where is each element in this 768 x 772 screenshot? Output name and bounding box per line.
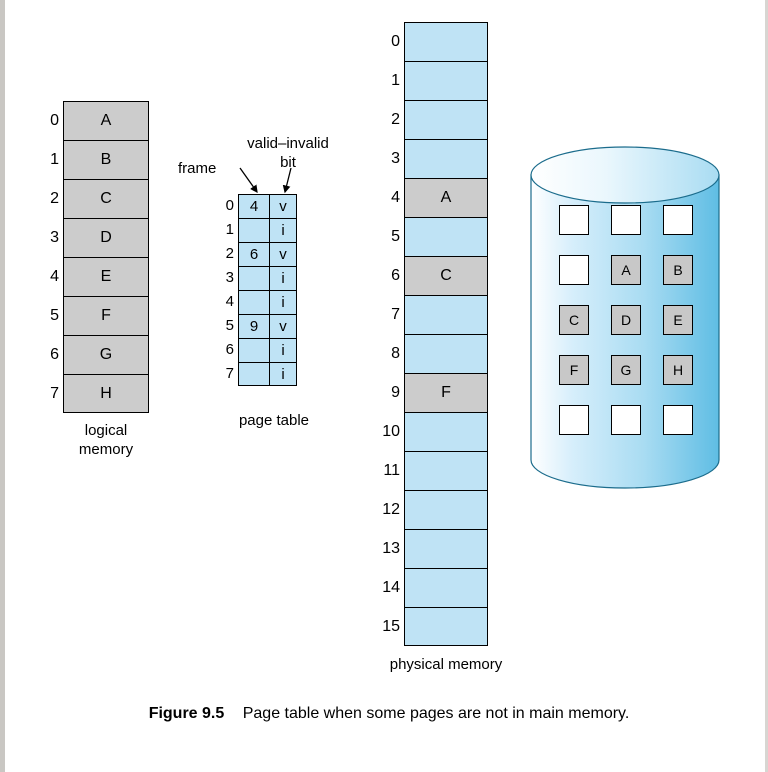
table-row	[50, 374, 149, 413]
disk-block: F	[559, 355, 589, 385]
disk-block-grid	[559, 205, 693, 455]
physical-memory-cell	[404, 529, 488, 568]
valid-invalid-label-line2: bit	[280, 154, 296, 171]
logical-memory-cell: A	[63, 101, 149, 140]
page-table-frame-cell: 9	[238, 314, 270, 338]
table-row	[391, 373, 488, 412]
physical-memory-cell	[404, 451, 488, 490]
physical-memory-index: 14	[382, 579, 400, 596]
page-table-valid-cell: i	[269, 362, 297, 386]
disk-block: B	[663, 255, 693, 285]
logical-memory-caption-line1: logical	[84, 422, 128, 439]
page-table-valid-cell: i	[269, 338, 297, 362]
disk-block	[559, 405, 589, 435]
physical-memory-cell	[404, 139, 488, 178]
physical-memory-index: 3	[391, 150, 400, 167]
logical-memory-caption-line2: memory	[78, 441, 134, 458]
physical-memory-cell: C	[404, 256, 488, 295]
page-table-frame-cell: 6	[238, 242, 270, 266]
figure-caption-label: Figure 9.5	[148, 705, 225, 722]
physical-memory-index: 10	[382, 423, 400, 440]
table-row	[50, 101, 149, 140]
page-table-valid-cell: v	[269, 194, 297, 218]
logical-memory-cell: D	[63, 218, 149, 257]
disk-block	[559, 205, 589, 235]
physical-memory-index: 0	[391, 33, 400, 50]
page-table-frame-cell	[238, 266, 270, 290]
page-table-index: 7	[225, 365, 234, 382]
page-table-index: 2	[225, 245, 234, 262]
table-row	[382, 607, 488, 646]
figure-caption	[5, 705, 768, 723]
logical-memory-cell: B	[63, 140, 149, 179]
disk-row	[559, 405, 693, 435]
disk-block	[611, 205, 641, 235]
physical-memory-index: 1	[391, 72, 400, 89]
physical-memory-index: 6	[391, 267, 400, 284]
table-row	[391, 22, 488, 61]
physical-memory-index: 9	[391, 384, 400, 401]
table-row	[50, 296, 149, 335]
physical-memory-cell	[404, 334, 488, 373]
logical-memory-cell: H	[63, 374, 149, 413]
physical-memory-cell	[404, 22, 488, 61]
table-row	[391, 61, 488, 100]
table-row	[50, 257, 149, 296]
disk-block: A	[611, 255, 641, 285]
page-table-index: 0	[225, 197, 234, 214]
page-table-index: 6	[225, 341, 234, 358]
logical-memory-caption	[63, 421, 149, 459]
physical-memory-cell	[404, 295, 488, 334]
physical-memory-index: 12	[382, 501, 400, 518]
page-table-frame-cell	[238, 338, 270, 362]
table-row	[391, 256, 488, 295]
page-table-valid-cell: i	[269, 218, 297, 242]
physical-memory-caption: physical memory	[389, 656, 503, 673]
table-row	[391, 334, 488, 373]
disk-block	[663, 205, 693, 235]
page-table-index: 4	[225, 293, 234, 310]
logical-memory-index: 3	[50, 229, 59, 246]
table-row	[50, 218, 149, 257]
table-row	[391, 100, 488, 139]
physical-memory-cell: A	[404, 178, 488, 217]
logical-memory-index: 5	[50, 307, 59, 324]
disk-row	[559, 305, 693, 335]
disk-row	[559, 205, 693, 235]
disk-block	[559, 255, 589, 285]
logical-memory-index: 7	[50, 385, 59, 402]
disk-row	[559, 255, 693, 285]
table-row	[391, 139, 488, 178]
valid-invalid-label-line1: valid–invalid	[247, 135, 329, 152]
logical-memory-cell: G	[63, 335, 149, 374]
table-row	[391, 295, 488, 334]
disk-block: D	[611, 305, 641, 335]
logical-memory-index: 1	[50, 151, 59, 168]
physical-memory-cell	[404, 412, 488, 451]
physical-memory-index: 11	[383, 462, 400, 479]
logical-memory-index: 6	[50, 346, 59, 363]
disk-block: G	[611, 355, 641, 385]
disk-block: C	[559, 305, 589, 335]
physical-memory-cell	[404, 568, 488, 607]
physical-memory-cell	[404, 61, 488, 100]
page-table-frame-cell: 4	[238, 194, 270, 218]
table-row	[382, 529, 488, 568]
page-table-valid-cell: i	[269, 290, 297, 314]
page-table-frame-cell	[238, 218, 270, 242]
logical-memory-index: 0	[50, 112, 59, 129]
page-table-caption: page table	[238, 412, 310, 429]
physical-memory-index: 4	[391, 189, 400, 206]
disk-block: H	[663, 355, 693, 385]
physical-memory-index: 2	[391, 111, 400, 128]
physical-memory-cell	[404, 490, 488, 529]
table-row	[391, 178, 488, 217]
physical-memory-cell	[404, 217, 488, 256]
page-table-valid-cell: i	[269, 266, 297, 290]
table-row	[391, 217, 488, 256]
table-row	[50, 179, 149, 218]
figure-caption-text: Page table when some pages are not in main memory.	[242, 705, 630, 722]
logical-memory-table	[50, 101, 149, 413]
physical-memory-cell	[404, 607, 488, 646]
table-row	[382, 568, 488, 607]
logical-memory-index: 2	[50, 190, 59, 207]
disk-block	[663, 405, 693, 435]
disk-block	[611, 405, 641, 435]
physical-memory-index: 13	[382, 540, 400, 557]
page-table-frame-cell	[238, 362, 270, 386]
pointer-arrows	[185, 150, 325, 200]
physical-memory-index: 7	[391, 306, 400, 323]
page-table-valid-cell: v	[269, 242, 297, 266]
disk-row	[559, 355, 693, 385]
frame-label: frame	[178, 160, 217, 177]
logical-memory-cell: F	[63, 296, 149, 335]
page-table-index: 1	[225, 221, 234, 238]
page-table-frame-cell	[238, 290, 270, 314]
table-row	[382, 490, 488, 529]
physical-memory-index: 8	[391, 345, 400, 362]
table-row	[50, 335, 149, 374]
table-row	[50, 140, 149, 179]
disk-cylinder	[529, 145, 721, 495]
logical-memory-cell: C	[63, 179, 149, 218]
page-table-index: 5	[225, 317, 234, 334]
physical-memory-cell	[404, 100, 488, 139]
physical-memory-index: 15	[382, 618, 400, 635]
physical-memory-table	[382, 22, 488, 646]
page-table-valid-cell: v	[269, 314, 297, 338]
logical-memory-cell: E	[63, 257, 149, 296]
physical-memory-index: 5	[391, 228, 400, 245]
physical-memory-cell: F	[404, 373, 488, 412]
table-row	[383, 451, 488, 490]
disk-block: E	[663, 305, 693, 335]
logical-memory-index: 4	[50, 268, 59, 285]
page-table-index: 3	[225, 269, 234, 286]
table-row	[382, 412, 488, 451]
